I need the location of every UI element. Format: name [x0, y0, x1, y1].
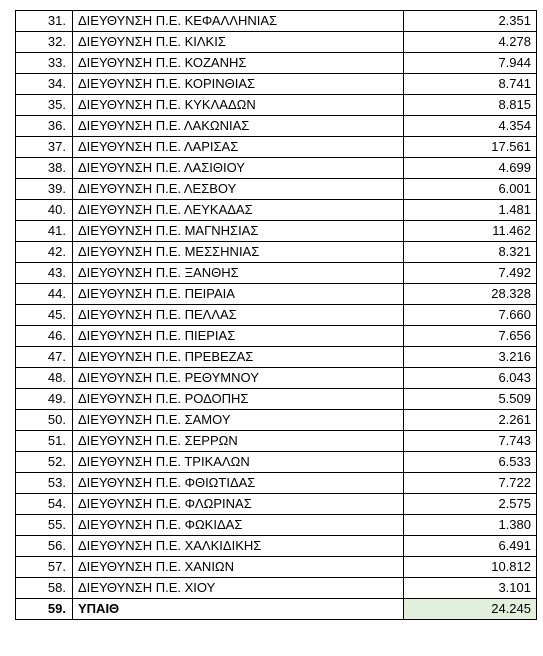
directorate-name-cell[interactable]: ΔΙΕΥΘΥΝΣΗ Π.Ε. ΧΙΟΥ	[73, 578, 404, 599]
directorate-name-cell[interactable]: ΔΙΕΥΘΥΝΣΗ Π.Ε. ΠΕΙΡΑΙΑ	[73, 284, 404, 305]
row-number-cell[interactable]: 41.	[16, 221, 73, 242]
directorate-name-cell[interactable]: ΔΙΕΥΘΥΝΣΗ Π.Ε. ΛΑΣΙΘΙΟΥ	[73, 158, 404, 179]
row-number-cell[interactable]: 48.	[16, 368, 73, 389]
row-number-cell[interactable]: 56.	[16, 536, 73, 557]
table-row	[16, 473, 537, 494]
row-number-cell[interactable]: 33.	[16, 53, 73, 74]
directorate-name-cell[interactable]: ΔΙΕΥΘΥΝΣΗ Π.Ε. ΜΕΣΣΗΝΙΑΣ	[73, 242, 404, 263]
directorate-name-cell[interactable]: ΔΙΕΥΘΥΝΣΗ Π.Ε. ΛΑΚΩΝΙΑΣ	[73, 116, 404, 137]
value-cell[interactable]: 10.812	[404, 557, 537, 578]
row-number-cell[interactable]: 42.	[16, 242, 73, 263]
value-cell[interactable]: 4.278	[404, 32, 537, 53]
row-number-cell[interactable]: 36.	[16, 116, 73, 137]
value-cell[interactable]: 1.380	[404, 515, 537, 536]
table-row	[16, 431, 537, 452]
table-row	[16, 536, 537, 557]
table-row	[16, 389, 537, 410]
table-row	[16, 368, 537, 389]
directorate-name-cell[interactable]: ΔΙΕΥΘΥΝΣΗ Π.Ε. ΚΙΛΚΙΣ	[73, 32, 404, 53]
table-row	[16, 305, 537, 326]
directorate-name-cell[interactable]: ΔΙΕΥΘΥΝΣΗ Π.Ε. ΚΟΡΙΝΘΙΑΣ	[73, 74, 404, 95]
value-cell[interactable]: 2.575	[404, 494, 537, 515]
directorate-name-cell[interactable]: ΔΙΕΥΘΥΝΣΗ Π.Ε. ΚΥΚΛΑΔΩΝ	[73, 95, 404, 116]
value-cell[interactable]: 8.321	[404, 242, 537, 263]
row-number-cell[interactable]: 57.	[16, 557, 73, 578]
directorate-name-cell[interactable]: ΔΙΕΥΘΥΝΣΗ Π.Ε. ΧΑΝΙΩΝ	[73, 557, 404, 578]
directorate-name-cell[interactable]: ΔΙΕΥΘΥΝΣΗ Π.Ε. ΛΕΣΒΟΥ	[73, 179, 404, 200]
table-row	[16, 242, 537, 263]
directorate-name-cell[interactable]: ΔΙΕΥΘΥΝΣΗ Π.Ε. ΛΑΡΙΣΑΣ	[73, 137, 404, 158]
value-cell[interactable]: 6.043	[404, 368, 537, 389]
row-number-cell[interactable]: 47.	[16, 347, 73, 368]
value-cell[interactable]: 1.481	[404, 200, 537, 221]
row-number-cell[interactable]: 39.	[16, 179, 73, 200]
value-cell[interactable]: 8.815	[404, 95, 537, 116]
row-number-cell[interactable]: 46.	[16, 326, 73, 347]
table-row	[16, 494, 537, 515]
table-row	[16, 515, 537, 536]
row-number-cell[interactable]: 40.	[16, 200, 73, 221]
row-number-cell[interactable]: 49.	[16, 389, 73, 410]
table-row	[16, 347, 537, 368]
directorate-name-cell[interactable]: ΔΙΕΥΘΥΝΣΗ Π.Ε. ΜΑΓΝΗΣΙΑΣ	[73, 221, 404, 242]
value-cell[interactable]: 4.354	[404, 116, 537, 137]
table-row	[16, 179, 537, 200]
spreadsheet-table-area	[15, 10, 536, 620]
directorate-name-cell[interactable]: ΔΙΕΥΘΥΝΣΗ Π.Ε. ΠΡΕΒΕΖΑΣ	[73, 347, 404, 368]
directorate-name-cell[interactable]: ΔΙΕΥΘΥΝΣΗ Π.Ε. ΦΩΚΙΔΑΣ	[73, 515, 404, 536]
table-row	[16, 410, 537, 431]
table-row	[16, 578, 537, 599]
row-number-cell[interactable]: 43.	[16, 263, 73, 284]
table-row	[16, 137, 537, 158]
value-cell[interactable]: 11.462	[404, 221, 537, 242]
directorate-name-cell[interactable]: ΔΙΕΥΘΥΝΣΗ Π.Ε. ΚΕΦΑΛΛΗΝΙΑΣ	[73, 11, 404, 32]
directorates-table	[15, 10, 537, 620]
table-row	[16, 116, 537, 137]
value-cell[interactable]: 2.351	[404, 11, 537, 32]
table-row	[16, 221, 537, 242]
total-row	[16, 599, 537, 620]
directorate-name-cell[interactable]: ΔΙΕΥΘΥΝΣΗ Π.Ε. ΤΡΙΚΑΛΩΝ	[73, 452, 404, 473]
value-cell[interactable]: 7.492	[404, 263, 537, 284]
value-cell[interactable]: 2.261	[404, 410, 537, 431]
table-body	[16, 11, 537, 620]
table-row	[16, 284, 537, 305]
table-row	[16, 32, 537, 53]
table-row	[16, 263, 537, 284]
directorate-name-cell[interactable]: ΔΙΕΥΘΥΝΣΗ Π.Ε. ΠΙΕΡΙΑΣ	[73, 326, 404, 347]
table-row	[16, 452, 537, 473]
value-cell[interactable]: 3.101	[404, 578, 537, 599]
directorate-name-cell[interactable]: ΔΙΕΥΘΥΝΣΗ Π.Ε. ΞΑΝΘΗΣ	[73, 263, 404, 284]
row-number-cell[interactable]: 51.	[16, 431, 73, 452]
table-row	[16, 557, 537, 578]
directorate-name-cell[interactable]: ΔΙΕΥΘΥΝΣΗ Π.Ε. ΧΑΛΚΙΔΙΚΗΣ	[73, 536, 404, 557]
value-cell[interactable]: 7.743	[404, 431, 537, 452]
value-cell[interactable]: 7.722	[404, 473, 537, 494]
value-cell[interactable]: 6.491	[404, 536, 537, 557]
value-cell[interactable]: 6.001	[404, 179, 537, 200]
row-number-cell[interactable]: 38.	[16, 158, 73, 179]
row-number-cell[interactable]: 37.	[16, 137, 73, 158]
row-number-cell[interactable]: 52.	[16, 452, 73, 473]
row-number-cell[interactable]: 32.	[16, 32, 73, 53]
row-number-cell[interactable]: 34.	[16, 74, 73, 95]
directorate-name-cell[interactable]: ΔΙΕΥΘΥΝΣΗ Π.Ε. ΡΟΔΟΠΗΣ	[73, 389, 404, 410]
value-cell[interactable]: 5.509	[404, 389, 537, 410]
directorate-name-cell[interactable]: ΔΙΕΥΘΥΝΣΗ Π.Ε. ΣΕΡΡΩΝ	[73, 431, 404, 452]
table-row	[16, 11, 537, 32]
row-number-cell[interactable]: 58.	[16, 578, 73, 599]
directorate-name-cell[interactable]: ΔΙΕΥΘΥΝΣΗ Π.Ε. ΠΕΛΛΑΣ	[73, 305, 404, 326]
directorate-name-cell[interactable]: ΔΙΕΥΘΥΝΣΗ Π.Ε. ΣΑΜΟΥ	[73, 410, 404, 431]
directorate-name-cell[interactable]: ΔΙΕΥΘΥΝΣΗ Π.Ε. ΛΕΥΚΑΔΑΣ	[73, 200, 404, 221]
value-cell[interactable]: 24.245	[404, 599, 537, 620]
row-number-cell[interactable]: 44.	[16, 284, 73, 305]
value-cell[interactable]: 4.699	[404, 158, 537, 179]
directorate-name-cell[interactable]: ΔΙΕΥΘΥΝΣΗ Π.Ε. ΡΕΘΥΜΝΟΥ	[73, 368, 404, 389]
value-cell[interactable]: 3.216	[404, 347, 537, 368]
table-row	[16, 74, 537, 95]
table-row	[16, 95, 537, 116]
value-cell[interactable]: 7.656	[404, 326, 537, 347]
table-row	[16, 200, 537, 221]
value-cell[interactable]: 7.660	[404, 305, 537, 326]
value-cell[interactable]: 6.533	[404, 452, 537, 473]
row-number-cell[interactable]: 45.	[16, 305, 73, 326]
row-number-cell[interactable]: 59.	[16, 599, 73, 620]
row-number-cell[interactable]: 31.	[16, 11, 73, 32]
row-number-cell[interactable]: 53.	[16, 473, 73, 494]
row-number-cell[interactable]: 50.	[16, 410, 73, 431]
directorate-name-cell[interactable]: ΔΙΕΥΘΥΝΣΗ Π.Ε. ΦΛΩΡΙΝΑΣ	[73, 494, 404, 515]
row-number-cell[interactable]: 55.	[16, 515, 73, 536]
row-number-cell[interactable]: 54.	[16, 494, 73, 515]
value-cell[interactable]: 8.741	[404, 74, 537, 95]
row-number-cell[interactable]: 35.	[16, 95, 73, 116]
directorate-name-cell[interactable]: ΔΙΕΥΘΥΝΣΗ Π.Ε. ΚΟΖΑΝΗΣ	[73, 53, 404, 74]
table-row	[16, 53, 537, 74]
value-cell[interactable]: 17.561	[404, 137, 537, 158]
value-cell[interactable]: 7.944	[404, 53, 537, 74]
table-row	[16, 326, 537, 347]
table-row	[16, 158, 537, 179]
value-cell[interactable]: 28.328	[404, 284, 537, 305]
directorate-name-cell[interactable]: ΥΠΑΙΘ	[73, 599, 404, 620]
directorate-name-cell[interactable]: ΔΙΕΥΘΥΝΣΗ Π.Ε. ΦΘΙΩΤΙΔΑΣ	[73, 473, 404, 494]
